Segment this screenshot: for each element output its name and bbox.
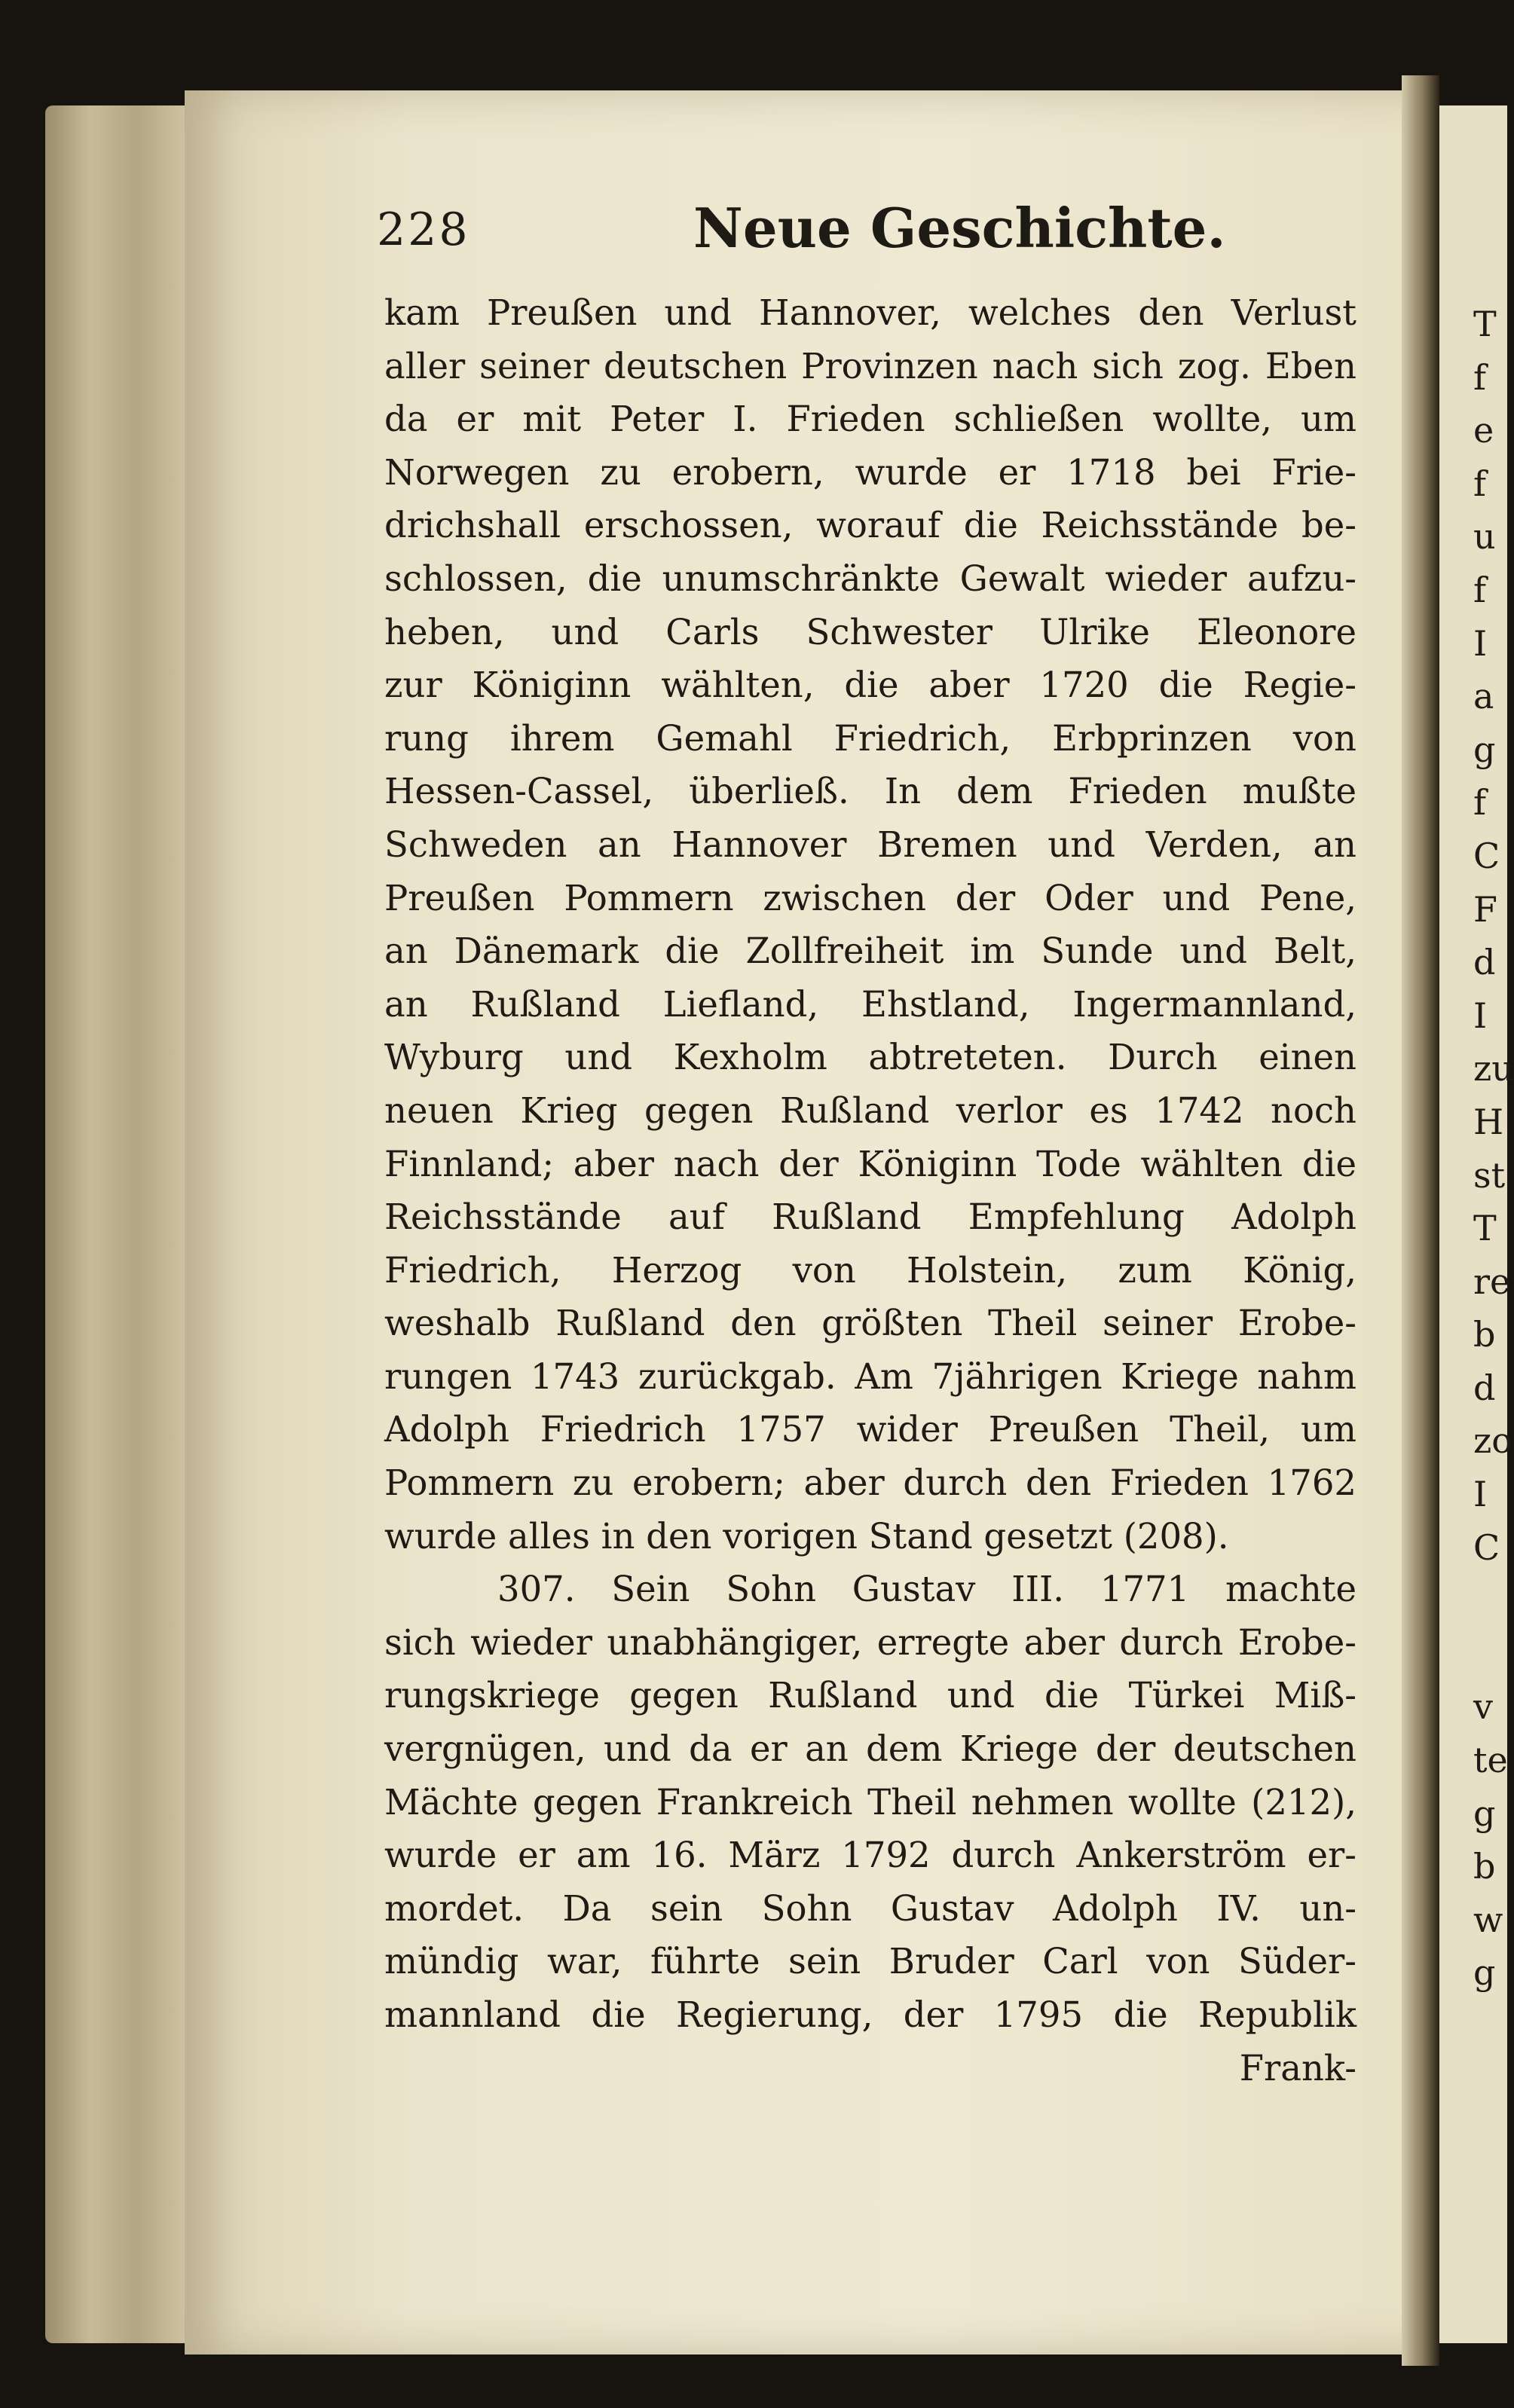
facing-line-fragment: I: [1473, 1474, 1488, 1515]
facing-line-fragment: f: [1473, 569, 1487, 610]
facing-line-fragment: st: [1473, 1154, 1506, 1196]
facing-line-fragment: I: [1473, 622, 1488, 664]
facing-line-fragment: d: [1473, 1367, 1496, 1408]
facing-line-fragment: C: [1473, 835, 1500, 876]
text-line: Hessen-Cassel, überließ. In dem Frieden mußte: [384, 771, 1356, 812]
text-line: rungskriege gegen Rußland und die Türkei Miß-: [384, 1675, 1356, 1716]
text-line: an Rußland Liefland, Ehstland, Ingermannland,: [384, 983, 1356, 1025]
text-line: Friedrich, Herzog von Holstein, zum König,: [384, 1249, 1356, 1291]
text-line: Finnland; aber nach der Königinn Tode wählten die: [384, 1143, 1356, 1184]
catchword: Frank-: [1239, 2047, 1356, 2089]
text-line: zur Königinn wählten, die aber 1720 die Regie-: [384, 665, 1356, 706]
facing-line-fragment: zo: [1473, 1420, 1512, 1462]
facing-line-fragment: T: [1473, 304, 1497, 344]
facing-line-fragment: f: [1473, 782, 1487, 824]
text-line: rungen 1743 zurückgab. Am 7jährigen Kriege nahm: [384, 1355, 1356, 1397]
text-line: Adolph Friedrich 1757 wider Preußen Theil, um: [384, 1409, 1356, 1450]
facing-line-fragment: w: [1473, 1899, 1503, 1940]
facing-line-fragment: I: [1473, 995, 1488, 1036]
facing-line-fragment: F: [1473, 888, 1497, 930]
text-line: vergnügen, und da er an dem Kriege der deutschen: [384, 1728, 1356, 1770]
facing-line-fragment: e: [1473, 410, 1494, 451]
facing-line-fragment: zu: [1473, 1048, 1514, 1089]
text-line: Norwegen zu erobern, wurde er 1718 bei Frie-: [384, 451, 1356, 493]
text-line: Mächte gegen Frankreich Theil nehmen wollte (212),: [384, 1781, 1356, 1823]
body-text: [384, 286, 1356, 2095]
text-line: an Dänemark die Zollfreiheit im Sunde und Belt,: [384, 931, 1356, 972]
text-line: Wyburg und Kexholm abtreteten. Durch einen: [384, 1037, 1356, 1078]
text-line: kam Preußen und Hannover, welches den Verlust: [384, 292, 1356, 333]
text-line: wurde alles in den vorigen Stand gesetzt (208).: [384, 1515, 1229, 1557]
facing-line-fragment: d: [1473, 942, 1496, 983]
facing-line-fragment: [1473, 1627, 1507, 1681]
text-line: aller seiner deutschen Provinzen nach sich zog. Eben: [384, 345, 1356, 387]
facing-line-fragment: H: [1473, 1101, 1504, 1142]
text-line: 307. Sein Sohn Gustav III. 1771 machte: [497, 1569, 1356, 1610]
text-line: heben, und Carls Schwester Ulrike Eleonore: [384, 611, 1356, 652]
gutter-shadow: [1402, 75, 1439, 2366]
text-line: drichshall erschossen, worauf die Reichsstände be-: [384, 505, 1356, 546]
text-line: Reichsstände auf Rußland Empfehlung Adolph: [384, 1196, 1356, 1238]
page-edges: [45, 105, 196, 2343]
facing-line-fragment: g: [1473, 1792, 1496, 1834]
text-line: weshalb Rußland den größten Theil seiner Erobe-: [384, 1303, 1356, 1344]
text-line: Pommern zu erobern; aber durch den Frieden 1762: [384, 1462, 1356, 1504]
text-line: Schweden an Hannover Bremen und Verden, an: [384, 824, 1356, 865]
facing-line-fragment: te: [1473, 1740, 1508, 1781]
facing-line-fragment: C: [1473, 1526, 1500, 1568]
facing-line-fragment: b: [1473, 1314, 1496, 1355]
facing-line-fragment: f: [1473, 463, 1487, 504]
facing-line-fragment: re: [1473, 1261, 1511, 1302]
text-line: mannland die Regierung, der 1795 die Republik: [384, 1994, 1356, 2035]
facing-line-fragment: f: [1473, 356, 1487, 398]
facing-page-text: [1473, 298, 1514, 2000]
header-title: Neue Geschichte.: [693, 196, 1226, 260]
facing-line-fragment: g: [1473, 729, 1496, 770]
running-head: [377, 196, 1379, 279]
facing-line-fragment: v: [1473, 1686, 1493, 1728]
facing-line-fragment: T: [1473, 1208, 1497, 1249]
facing-line-fragment: u: [1473, 516, 1496, 558]
page-number: 228: [377, 203, 470, 256]
text-line: wurde er am 16. März 1792 durch Ankerström er-: [384, 1835, 1356, 1876]
facing-line-fragment: [1473, 1574, 1507, 1627]
facing-line-fragment: b: [1473, 1846, 1496, 1887]
text-line: neuen Krieg gegen Rußland verlor es 1742 noch: [384, 1089, 1356, 1131]
text-line: mordet. Da sein Sohn Gustav Adolph IV. un-: [384, 1887, 1356, 1929]
text-line: sich wieder unabhängiger, erregte aber durch Erobe-: [384, 1621, 1356, 1663]
text-line: rung ihrem Gemahl Friedrich, Erbprinzen von: [384, 717, 1356, 759]
facing-line-fragment: g: [1473, 1952, 1496, 1994]
facing-line-fragment: a: [1473, 676, 1494, 717]
text-line: da er mit Peter I. Frieden schließen wollte, um: [384, 399, 1356, 440]
text-line: mündig war, führte sein Bruder Carl von Süder-: [384, 1941, 1356, 1982]
text-line: schlossen, die unumschränkte Gewalt wieder aufzu-: [384, 558, 1356, 599]
text-line: Preußen Pommern zwischen der Oder und Pene,: [384, 877, 1356, 918]
